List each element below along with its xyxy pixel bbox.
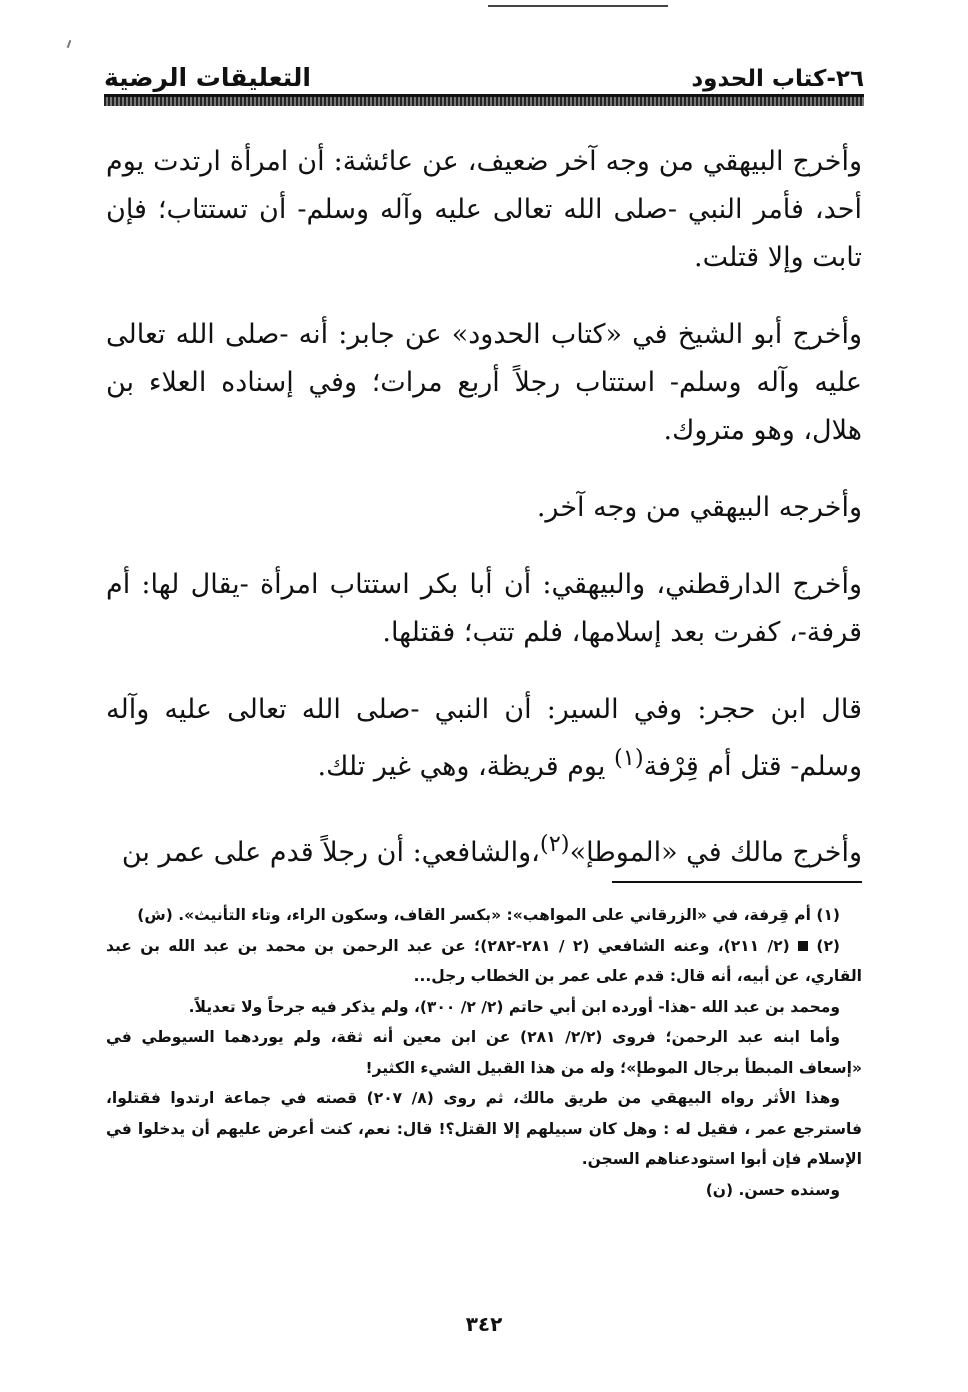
footnote-2-number: (٢) — [816, 936, 841, 955]
main-text — [106, 138, 862, 906]
scan-top-mark — [488, 5, 668, 7]
footnote-ref-1: (١) — [613, 745, 644, 771]
running-header — [104, 56, 864, 92]
footnotes — [106, 900, 862, 1205]
footnote-note-5: وهذا الأثر رواه البيهقي من طريق مالك، ثم روى (٨/ ٢٠٧) قصته في جماعة ارتدوا فقتلوا، فاسترجع عمر ، فقيل له : وهل كان سبيلهم إلا القتل؟! قال: نعم، كنت أعرض عليهم أن يدخلوا في الإسلام فإن أبوا استودعناهم السجن. — [106, 1089, 862, 1168]
paragraph-6 — [106, 820, 862, 877]
p5-text-b: يوم قريظة، وهي غير تلك. — [317, 751, 614, 782]
paragraph-5 — [106, 686, 862, 791]
footnote-note-3: ومحمد بن عبد الله -هذا- أورده ابن أبي حاتم (٢/ ٢/ ٣٠٠)، ولم يذكر فيه جرحاً ولا تعديلاً. — [188, 997, 840, 1016]
p6-text-b: ،والشافعي: أن رجلاً قدم على عمر بن — [121, 837, 540, 868]
footnote-separator — [612, 881, 862, 883]
footnote-2 — [106, 931, 862, 992]
header-rule — [104, 94, 864, 106]
square-icon — [798, 941, 808, 951]
book-title: التعليقات الرضية — [104, 63, 311, 92]
footnote-note-4: وأما ابنه عبد الرحمن؛ فروى (٢/٢/ ٢٨١) عن ابن معين أنه ثقة، ولم يوردهما السيوطي في «إسعاف المبطأ برجال الموطإ»؛ وله من هذا القبيل الشيء الكثير! — [106, 1028, 862, 1077]
p6-text-a: وأخرج مالك في «الموطإ» — [569, 837, 862, 868]
footnote-note-6: وسنده حسن. (ن) — [705, 1180, 840, 1199]
p5-text-a: قال ابن حجر: وفي السير: أن النبي -صلى الله تعالى عليه وآله وسلم- قتل أم قِرْفة — [106, 694, 862, 782]
paragraph-1: وأخرج البيهقي من وجه آخر ضعيف، عن عائشة: أن امرأة ارتدت يوم أحد، فأمر النبي -صلى الله تعالى عليه وآله وسلم- أن تستتاب؛ فإن تابت وإلا قتلت. — [106, 146, 862, 273]
paragraph-3: وأخرجه البيهقي من وجه آخر. — [536, 492, 862, 523]
page-number: ٣٤٢ — [465, 1312, 503, 1336]
footnote-1: (١) أم قِرفة، في «الزرقاني على المواهب»: «بكسر القاف، وسكون الراء، وتاء التأنيث». (ش) — [137, 906, 840, 924]
footnote-ref-2: (٢) — [539, 831, 570, 857]
scan-corner-tick — [67, 40, 72, 48]
paragraph-2: وأخرج أبو الشيخ في «كتاب الحدود» عن جابر: أنه -صلى الله تعالى عليه وآله وسلم- استتاب رجلاً أربع مرات؛ وفي إسناده العلاء بن هلال، وهو متروك. — [106, 319, 862, 446]
chapter-title: ٢٦-كتاب الحدود — [691, 66, 864, 92]
paragraph-4: وأخرج الدارقطني، والبيهقي: أن أبا بكر استتاب امرأة -يقال لها: أم قرفة-، كفرت بعد إسلامها، فلم تتب؛ فقتلها. — [106, 569, 862, 648]
footnote-2-text: (٢/ ٢١١)، وعنه الشافعي (٢ / ٢٨١-٢٨٢)؛ عن عبد الرحمن بن محمد بن عبد الله بن عبد القاري، عن أبيه، أنه قال: قدم على عمر بن الخطاب رجل... — [106, 936, 862, 985]
